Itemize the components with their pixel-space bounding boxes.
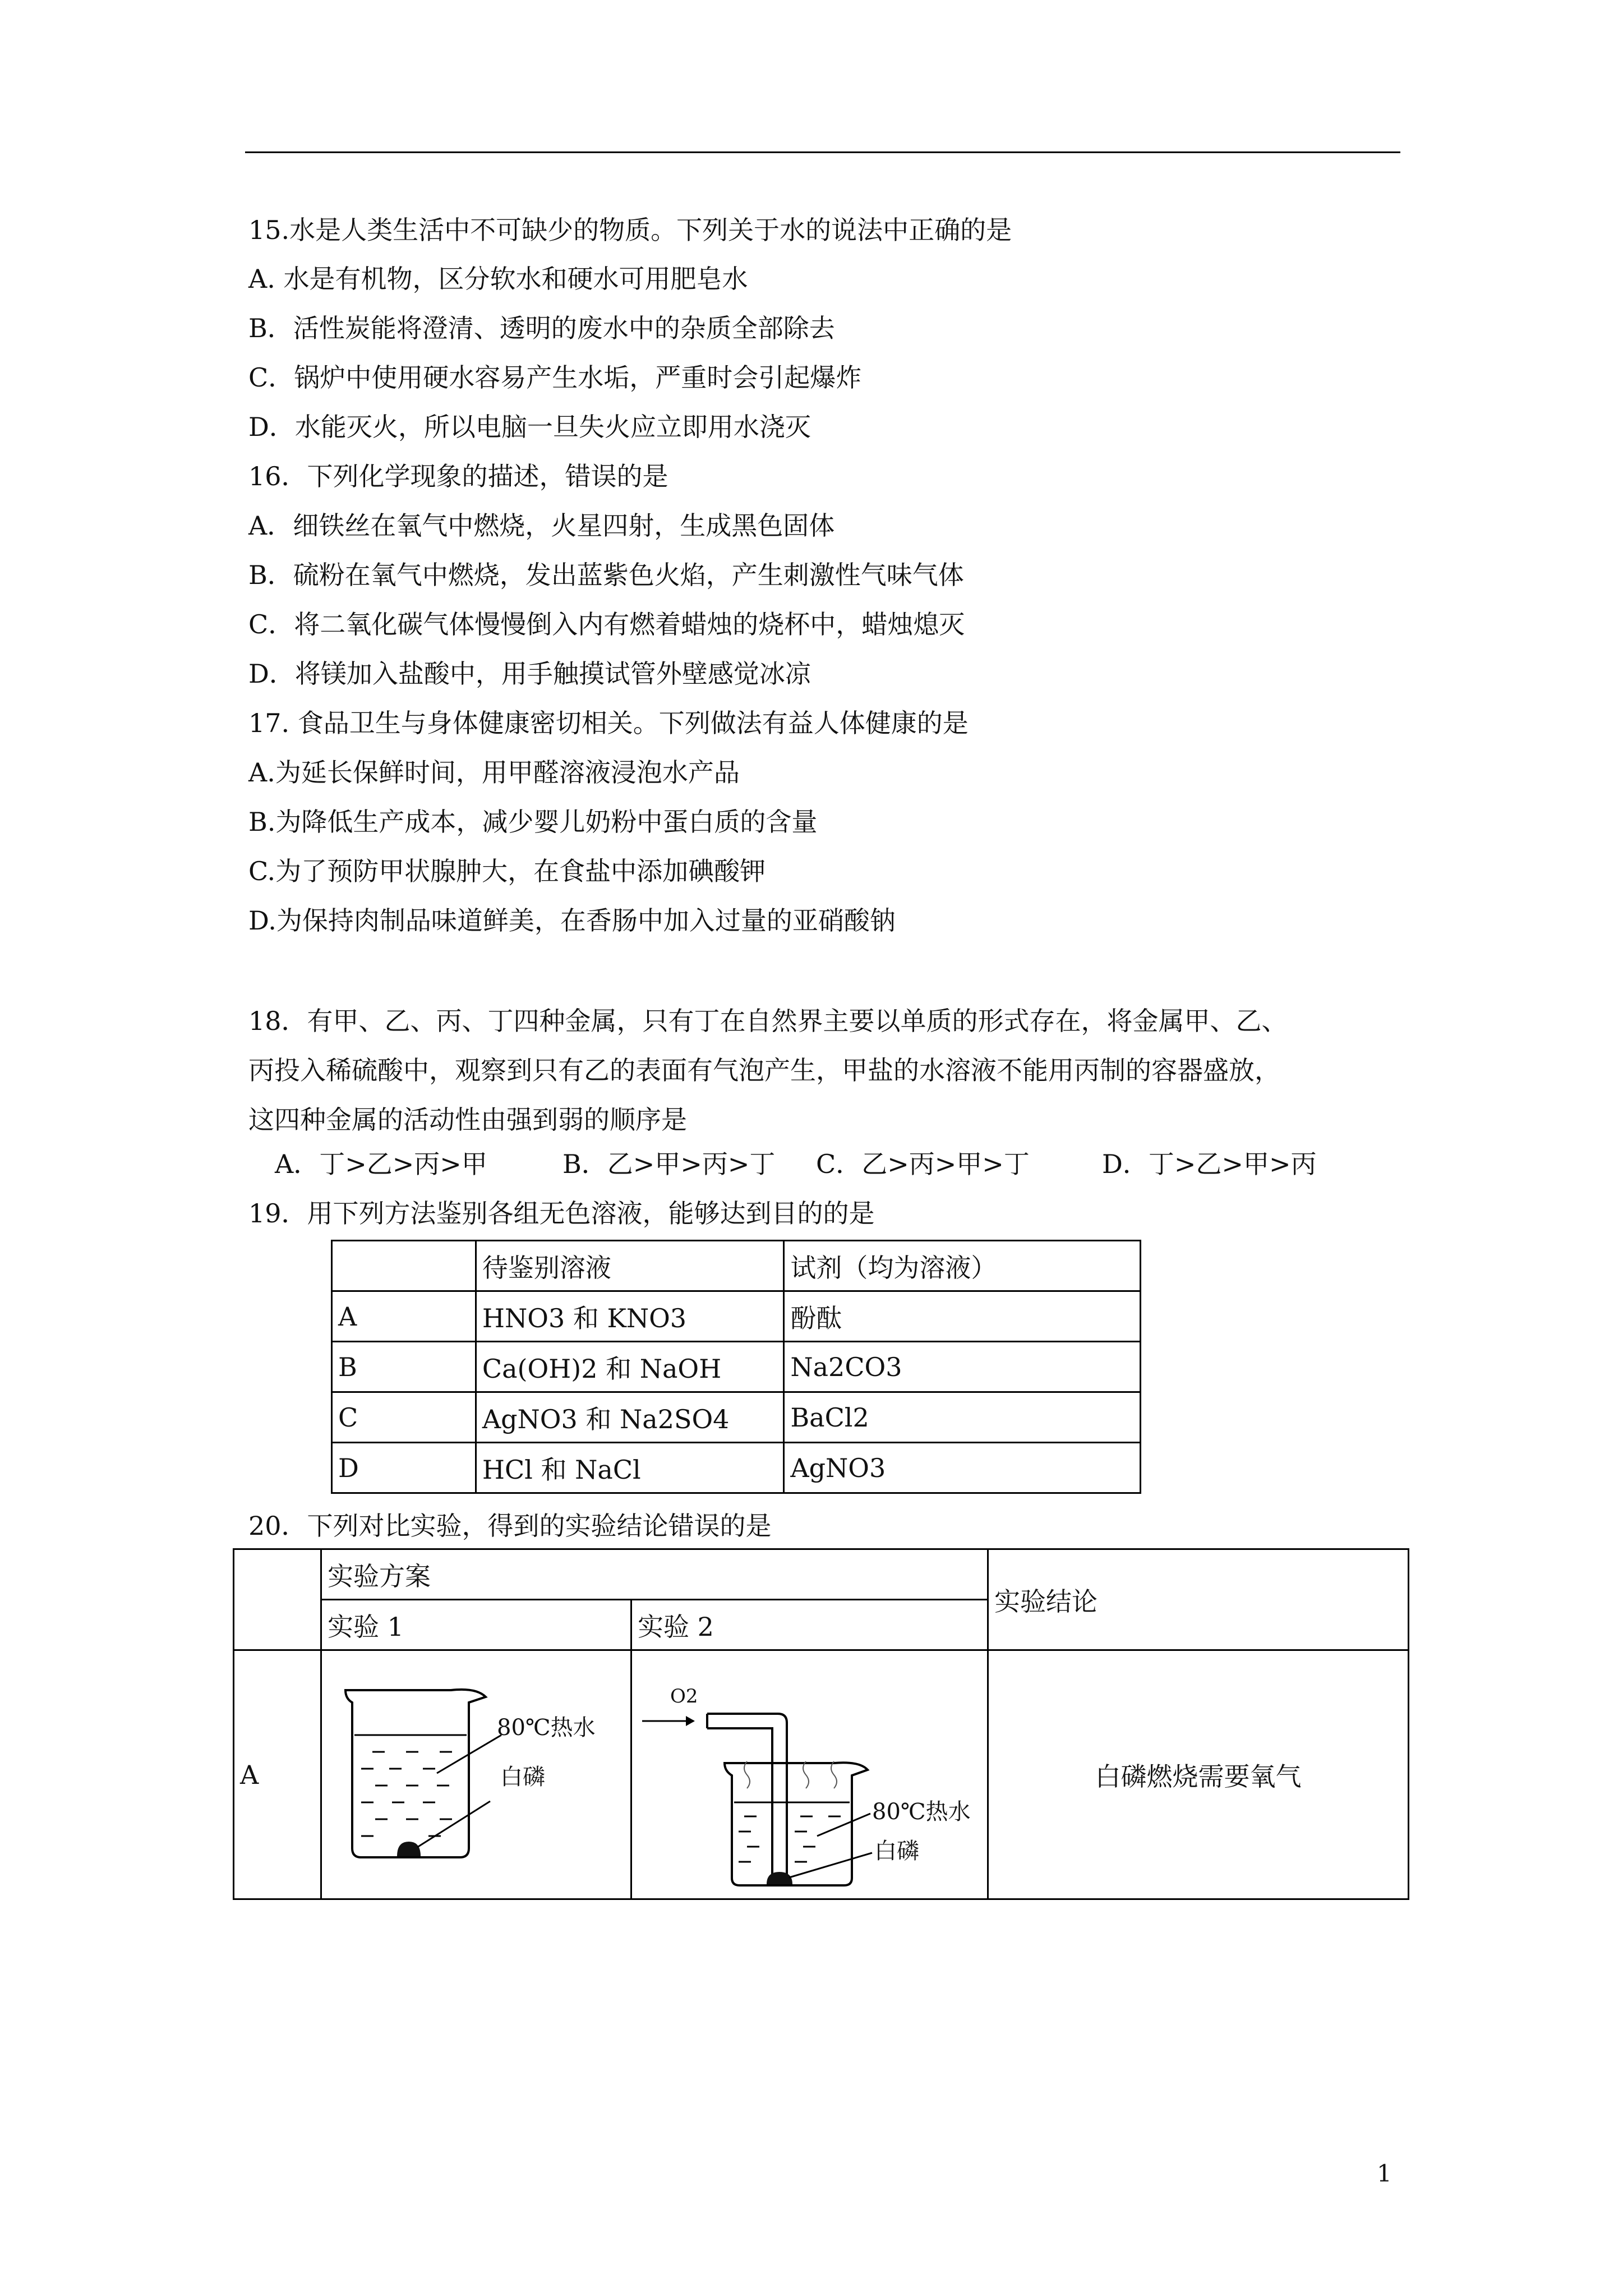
q19-reagent: Na2CO3 [784, 1342, 1141, 1392]
q19-header-cell: 试剂（均为溶液） [784, 1241, 1141, 1291]
q20-conclusion-header: 实验结论 [988, 1549, 1409, 1650]
q19-table [331, 1240, 1141, 1494]
q20-exp1-header: 实验 1 [321, 1600, 631, 1650]
beaker-outline [345, 1690, 486, 1857]
q17-option-c: C.为了预防甲状腺肿大，在食盐中添加碘酸钾 [248, 856, 766, 886]
phosphorus-label: 白磷 [874, 1838, 920, 1864]
q20-exp1-figure [321, 1650, 631, 1899]
q20-table [233, 1548, 1409, 1900]
water-label: 80℃热水 [497, 1715, 596, 1741]
white-phosphorus [767, 1872, 792, 1884]
q19-reagent: BaCl2 [784, 1392, 1141, 1443]
oxygen-label: O2 [670, 1685, 698, 1708]
q20-row-a [234, 1650, 1409, 1899]
q16-option-d: D．将镁加入盐酸中，用手触摸试管外壁感觉冰凉 [248, 659, 811, 689]
q15-option-c: C．锅炉中使用硬水容易产生水垢，严重时会引起爆炸 [248, 362, 862, 393]
q19-solutions: AgNO3 和 Na2SO4 [476, 1392, 784, 1443]
q18-stem-line-1: 18．有甲、乙、丙、丁四种金属，只有丁在自然界主要以单质的形式存在，将金属甲、乙、 [248, 1006, 1288, 1036]
q17-stem: 17. 食品卫生与身体健康密切相关。下列做法有益人体健康的是 [248, 708, 969, 738]
water-leader-line [817, 1814, 870, 1836]
water-label: 80℃热水 [872, 1799, 971, 1825]
phosphorus-leader-line [789, 1853, 872, 1878]
beaker-diagram-exp2 [632, 1651, 987, 1892]
q19-reagent: AgNO3 [784, 1443, 1141, 1493]
q19-header-cell: 待鉴别溶液 [476, 1241, 784, 1291]
water-hatching [739, 1816, 841, 1862]
steam-wisps [744, 1761, 837, 1788]
q19-option-label: B [332, 1342, 476, 1392]
q18-option-a: A．丁>乙>丙>甲 [275, 1149, 487, 1179]
q19-row [332, 1291, 1141, 1342]
q20-stem: 20．下列对比实验，得到的实验结论错误的是 [248, 1511, 772, 1541]
q20-plan-header: 实验方案 [321, 1549, 988, 1600]
q20-corner-cell [234, 1549, 321, 1650]
q16-option-a: A．细铁丝在氧气中燃烧，火星四射，生成黑色固体 [248, 510, 835, 541]
q19-option-label: A [332, 1291, 476, 1342]
q15-option-a: A. 水是有机物，区分软水和硬水可用肥皂水 [248, 264, 748, 294]
q15-stem: 15.水是人类生活中不可缺少的物质。下列关于水的说法中正确的是 [248, 215, 1012, 245]
q19-solutions: HNO3 和 KNO3 [476, 1291, 784, 1342]
q15-option-d: D．水能灭火，所以电脑一旦失火应立即用水浇灭 [248, 412, 811, 442]
water-hatching [361, 1752, 452, 1836]
gas-tube-outer [707, 1714, 787, 1875]
q19-reagent: 酚酞 [784, 1291, 1141, 1342]
q16-option-c: C．将二氧化碳气体慢慢倒入内有燃着蜡烛的烧杯中，蜡烛熄灭 [248, 609, 965, 639]
q16-option-b: B．硫粉在氧气中燃烧，发出蓝紫色火焰，产生刺激性气味气体 [248, 560, 964, 590]
q19-option-label: D [332, 1443, 476, 1493]
q17-option-d: D.为保持肉制品味道鲜美，在香肠中加入过量的亚硝酸钠 [248, 905, 896, 936]
phosphorus-leader-line [417, 1801, 490, 1847]
beaker-diagram-exp1 [322, 1651, 630, 1892]
q17-option-b: B.为降低生产成本，减少婴儿奶粉中蛋白质的含量 [248, 807, 818, 837]
q18-stem-line-3: 这四种金属的活动性由强到弱的顺序是 [248, 1105, 687, 1135]
q19-stem: 19．用下列方法鉴别各组无色溶液，能够达到目的的是 [248, 1198, 875, 1228]
q20-exp2-figure [631, 1650, 988, 1899]
header-rule [245, 151, 1400, 153]
white-phosphorus [397, 1842, 421, 1856]
q20-option-label: A [234, 1650, 321, 1899]
q18-option-b: B．乙>甲>丙>丁 [562, 1149, 776, 1179]
page-number: 1 [1377, 2160, 1392, 2187]
q19-header-row [332, 1241, 1141, 1291]
q19-header-cell [332, 1241, 476, 1291]
q20-conclusion: 白磷燃烧需要氧气 [988, 1650, 1409, 1899]
q19-solutions: Ca(OH)2 和 NaOH [476, 1342, 784, 1392]
q18-option-c: C．乙>丙>甲>丁 [816, 1149, 1030, 1179]
q20-exp2-header: 实验 2 [631, 1600, 988, 1650]
q19-solutions: HCl 和 NaCl [476, 1443, 784, 1493]
q17-option-a: A.为延长保鲜时间，用甲醛溶液浸泡水产品 [248, 757, 740, 788]
q18-option-d: D．丁>乙>甲>丙 [1102, 1149, 1317, 1179]
q16-stem: 16．下列化学现象的描述，错误的是 [248, 461, 668, 491]
q19-option-label: C [332, 1392, 476, 1443]
q19-row [332, 1443, 1141, 1493]
q19-row [332, 1342, 1141, 1392]
q18-stem-line-2: 丙投入稀硫酸中，观察到只有乙的表面有气泡产生，甲盐的水溶液不能用丙制的容器盛放， [248, 1055, 1280, 1085]
q15-option-b: B．活性炭能将澄清、透明的废水中的杂质全部除去 [248, 313, 835, 343]
gas-arrow-head [686, 1716, 695, 1726]
phosphorus-label: 白磷 [500, 1764, 546, 1790]
q19-row [332, 1392, 1141, 1443]
